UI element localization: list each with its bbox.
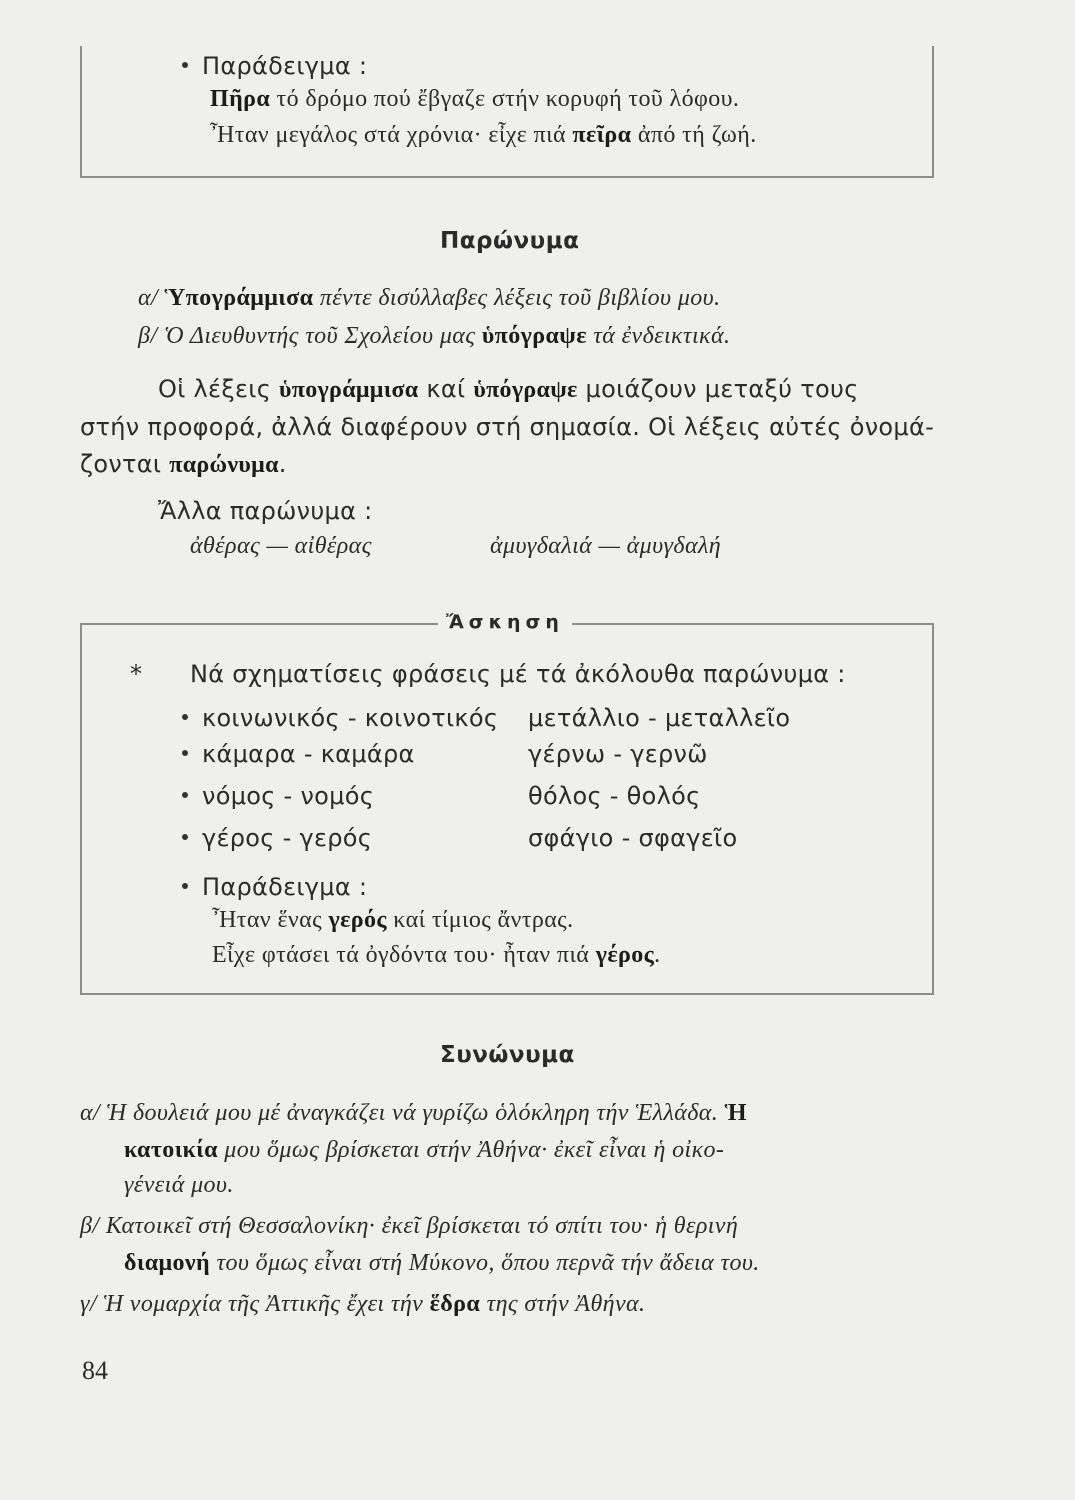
exercise-left-item-2: κάμαρα - καμάρα xyxy=(182,740,415,768)
paronyma-heading: Παρώνυμα xyxy=(440,228,580,254)
synonyma-a-line-3: γένειά μου. xyxy=(124,1172,234,1198)
synonyma-b-line-1: β/ Κατοικεῖ στή Θεσσαλονίκη· ἐκεῖ βρίσκεται τό σπίτι του· ἡ θερινή xyxy=(80,1213,739,1239)
synonyma-a-line-1: α/ Ἡ δουλειά μου μέ ἀναγκάζει νά γυρίζω ὁλόκληρη τήν Ἑλλάδα. Ἡ xyxy=(80,1100,747,1126)
page-number: 84 xyxy=(82,1356,108,1385)
bullet-icon xyxy=(182,750,188,756)
exercise-right-item-2: γέρνω - γερνῶ xyxy=(528,740,708,768)
bullet-icon xyxy=(182,792,188,798)
synonyma-b-line-2: διαμονή του ὅμως εἶναι στή Μύκονο, ὅπου περνᾶ τήν ἄδεια του. xyxy=(124,1250,760,1276)
paronyma-paragraph-line-2: στήν προφορά, ἀλλά διαφέρουν στή σημασία. Οἱ λέξεις αὐτές ὀνομά- xyxy=(80,413,935,441)
exercise-instruction: Νά σχηματίσεις φράσεις μέ τά ἀκόλουθα παρώνυμα : xyxy=(190,660,846,688)
other-paronyma-label: Ἄλλα παρώνυμα : xyxy=(158,497,373,525)
bullet-icon xyxy=(182,714,188,720)
exercise-left-item-4: γέρος - γερός xyxy=(182,824,372,852)
paronyma-pair-2: ἀμυγδαλιά — ἀμυγδαλή xyxy=(490,533,722,559)
top-example-line-2: Ἦταν μεγάλος στά χρόνια· εἶχε πιά πεῖρα ἀπό τή ζωή. xyxy=(210,122,757,148)
exercise-left-item-3: νόμος - νομός xyxy=(182,782,374,810)
paronyma-pair-1: ἀθέρας — αἰθέρας xyxy=(190,533,372,559)
paronyma-paragraph-line-1: Οἱ λέξεις ὑπογράμμισα καί ὑπόγραψε μοιάζουν μεταξύ τους xyxy=(158,375,859,403)
exercise-title: Ἄσκηση xyxy=(438,611,572,633)
top-example-label: Παράδειγμα : xyxy=(182,52,367,80)
synonyma-heading: Συνώνυμα xyxy=(440,1042,575,1068)
exercise-example-line-1: Ἦταν ἕνας γερός καί τίμιος ἄντρας. xyxy=(212,907,574,933)
bullet-icon xyxy=(182,834,188,840)
synonyma-a-line-2: κατοικία μου ὅμως βρίσκεται στήν Ἀθήνα· ἐκεῖ εἶναι ἡ οἰκο- xyxy=(124,1137,725,1163)
exercise-right-item-1: μετάλλιο - μεταλλεῖο xyxy=(528,704,791,732)
top-example-line-1: Πῆρα τό δρόμο πού ἔβγαζε στήν κορυφή τοῦ λόφου. xyxy=(210,86,740,112)
exercise-left-item-1: κοινωνικός - κοινοτικός xyxy=(182,704,498,732)
synonyma-c-line: γ/ Ἡ νομαρχία τῆς Ἀττικῆς ἔχει τήν ἕδρα της στήν Ἀθήνα. xyxy=(80,1291,646,1317)
exercise-right-item-3: θόλος - θολός xyxy=(528,782,701,810)
exercise-star: * xyxy=(130,660,143,688)
paronyma-example-b: β/ Ὁ Διευθυντής τοῦ Σχολείου μας ὑπόγραψε τά ἐνδεικτικά. xyxy=(138,323,731,349)
exercise-example-label: Παράδειγμα : xyxy=(182,873,367,901)
bullet-icon xyxy=(182,883,188,889)
bullet-icon xyxy=(182,62,188,68)
exercise-example-line-2: Εἶχε φτάσει τά ὀγδόντα του· ἦταν πιά γέρος. xyxy=(212,942,661,968)
paronyma-paragraph-line-3: ζονται παρώνυμα. xyxy=(80,450,287,478)
exercise-right-item-4: σφάγιο - σφαγεῖο xyxy=(528,824,738,852)
paronyma-example-a: α/ Ὑπογράμμισα πέντε δισύλλαβες λέξεις τοῦ βιβλίου μου. xyxy=(138,285,721,311)
